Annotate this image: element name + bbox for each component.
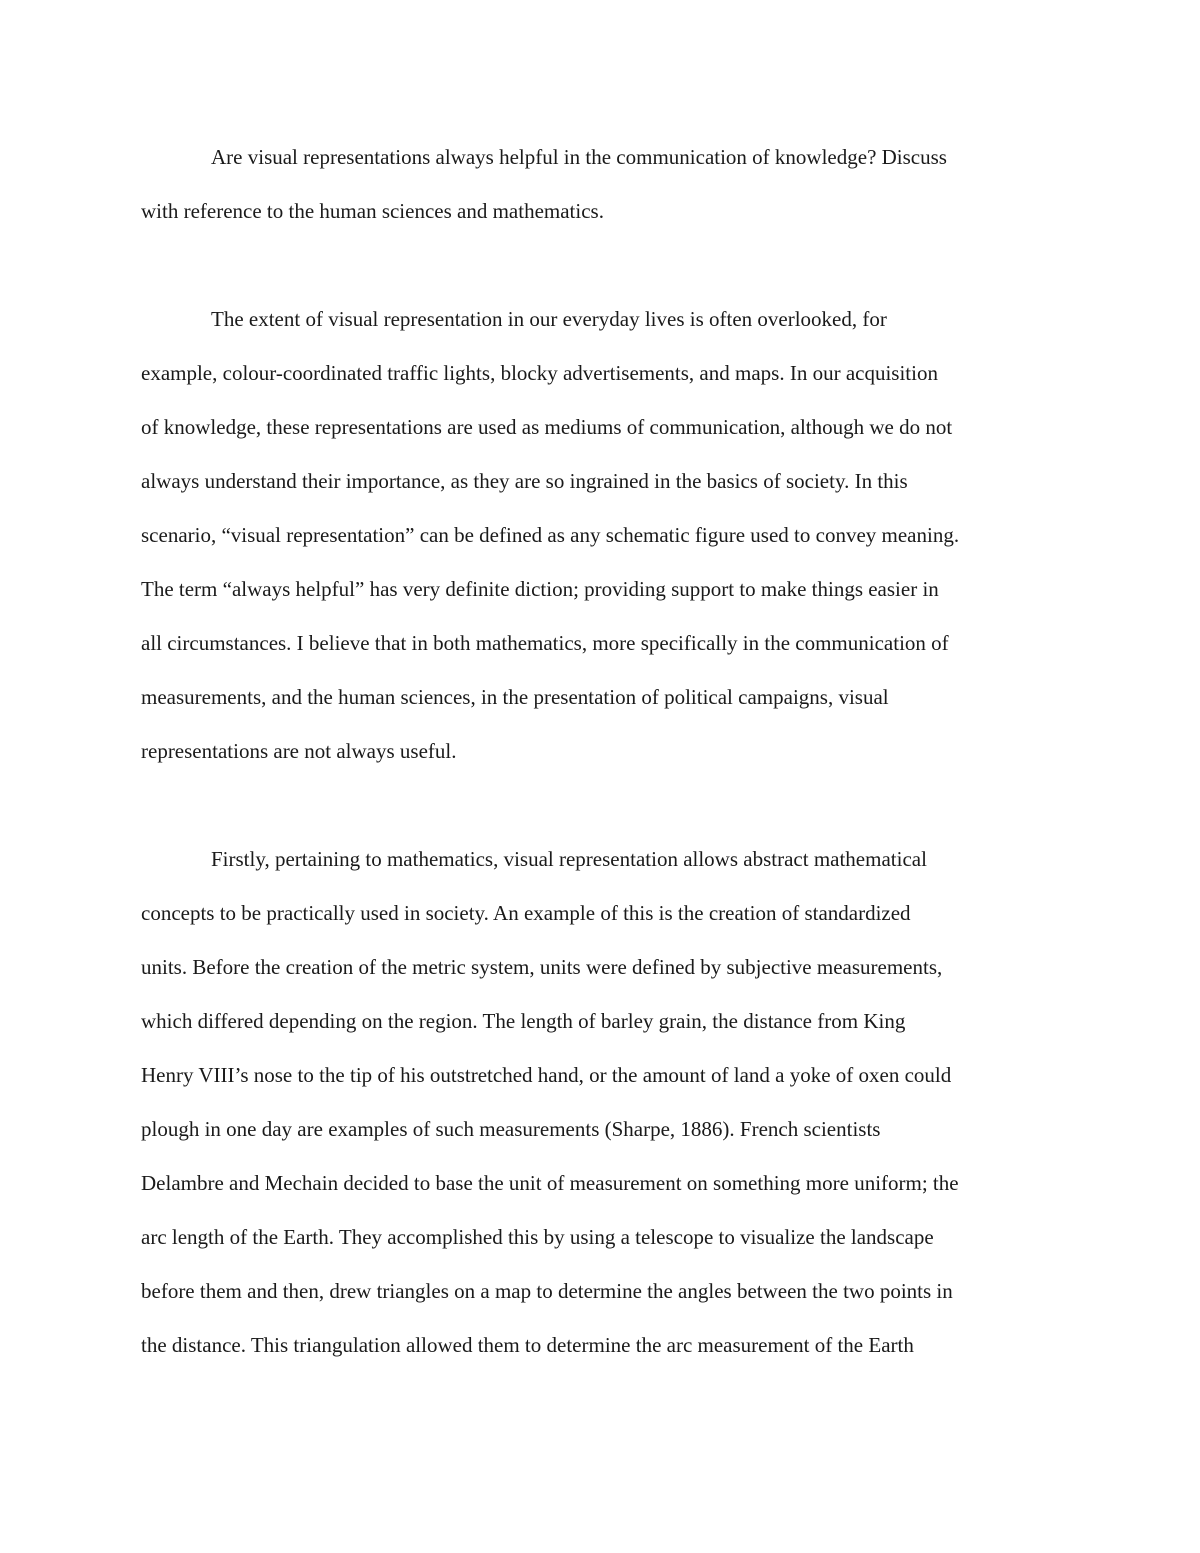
text-line: representations are not always useful.: [141, 739, 457, 763]
text-line: example, colour-coordinated traffic lights, blocky advertisements, and maps. In our acquisition: [141, 361, 938, 385]
text-line: plough in one day are examples of such measurements (Sharpe, 1886). French scientists: [141, 1117, 881, 1141]
text-line: which differed depending on the region. The length of barley grain, the distance from King: [141, 1009, 906, 1033]
text-line: before them and then, drew triangles on a map to determine the angles between the two points in: [141, 1279, 953, 1303]
text-line: of knowledge, these representations are used as mediums of communication, although we do not: [141, 415, 953, 439]
text-line: Henry VIII’s nose to the tip of his outstretched hand, or the amount of land a yoke of oxen could: [141, 1063, 952, 1087]
text-line: always understand their importance, as they are so ingrained in the basics of society. In this: [141, 469, 908, 493]
text-line: The term “always helpful” has very definite diction; providing support to make things easier in: [141, 577, 939, 601]
text-line: scenario, “visual representation” can be defined as any schematic figure used to convey meaning.: [141, 523, 960, 547]
paragraph-spacer: [141, 778, 1061, 832]
text-line: concepts to be practically used in society. An example of this is the creation of standardized: [141, 901, 911, 925]
paragraph-mathematics: [141, 832, 1061, 1372]
text-line: all circumstances. I believe that in both mathematics, more specifically in the communication of: [141, 631, 949, 655]
essay-body: [141, 130, 1061, 1372]
text-line: Are visual representations always helpful in the communication of knowledge? Discuss: [211, 145, 947, 169]
text-line: units. Before the creation of the metric system, units were defined by subjective measurements,: [141, 955, 943, 979]
text-line: arc length of the Earth. They accomplished this by using a telescope to visualize the landscape: [141, 1225, 934, 1249]
text-line: with reference to the human sciences and mathematics.: [141, 199, 604, 223]
paragraph-spacer: [141, 238, 1061, 292]
text-line: the distance. This triangulation allowed them to determine the arc measurement of the Earth: [141, 1333, 914, 1357]
text-line: Firstly, pertaining to mathematics, visual representation allows abstract mathematical: [211, 847, 927, 871]
paragraph-introduction: [141, 292, 1061, 778]
essay-prompt: [141, 130, 1061, 238]
text-line: measurements, and the human sciences, in the presentation of political campaigns, visual: [141, 685, 889, 709]
text-line: Delambre and Mechain decided to base the unit of measurement on something more uniform; the: [141, 1171, 959, 1195]
text-line: The extent of visual representation in our everyday lives is often overlooked, for: [211, 307, 887, 331]
